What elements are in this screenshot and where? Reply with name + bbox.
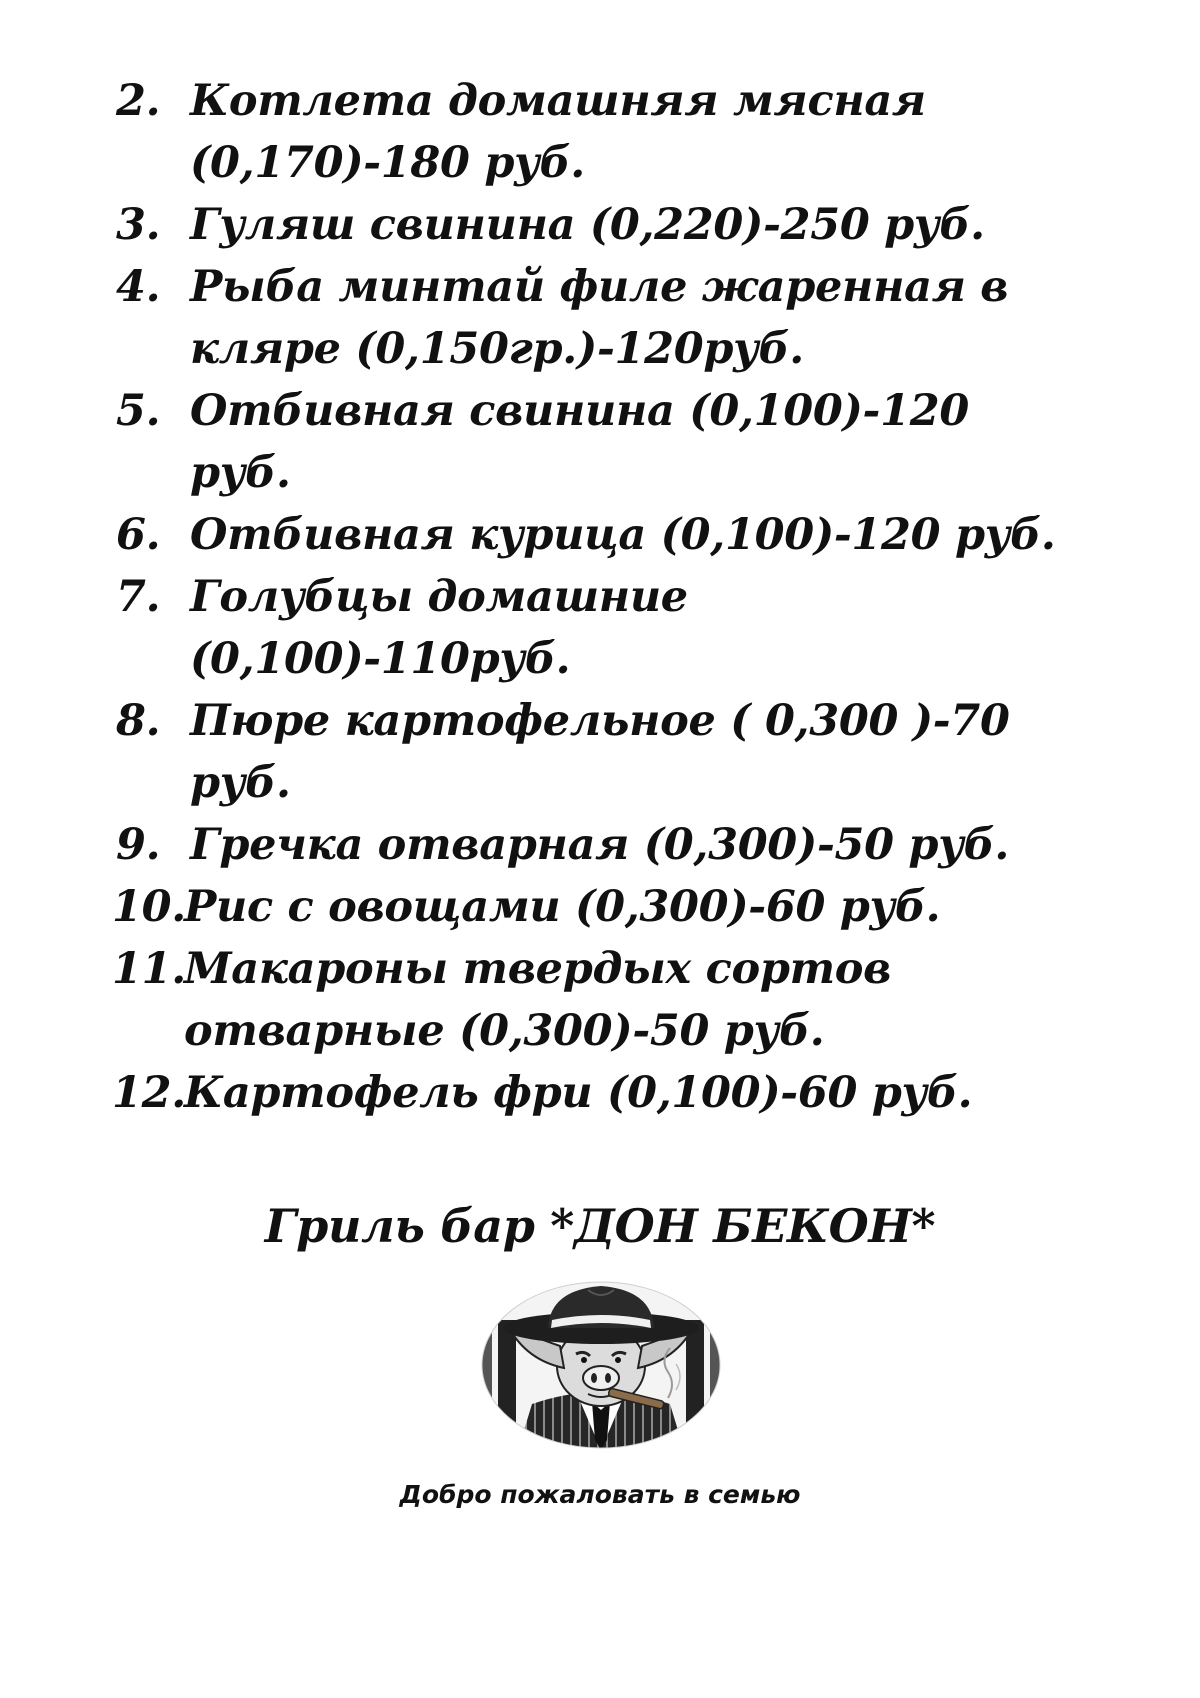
menu-item-text: Котлета домашняя мясная (0,170)-180 руб.	[190, 76, 926, 188]
menu-item-number: 12.	[112, 1068, 186, 1118]
menu-item-text: Голубцы домашние (0,100)-110руб.	[190, 572, 688, 684]
menu-item-text: Рыба минтай филе жаренная в кляре (0,150гр.)-120руб.	[190, 262, 1009, 374]
menu-item-number: 10.	[112, 882, 186, 932]
menu-item	[112, 380, 1072, 504]
bar-name: Гриль бар *ДОН БЕКОН*	[264, 1199, 936, 1253]
menu-item-text: Картофель фри (0,100)-60 руб.	[184, 1068, 973, 1118]
menu-item-number: 4.	[116, 262, 161, 312]
menu-item	[112, 256, 1072, 380]
menu-item	[112, 1062, 1072, 1124]
menu-item-text: Рис с овощами (0,300)-60 руб.	[184, 882, 941, 932]
menu-item-number: 8.	[116, 696, 161, 746]
menu-item-number: 11.	[112, 944, 186, 994]
menu-item-number: 7.	[116, 572, 161, 622]
menu-item	[112, 876, 1072, 938]
menu-item	[112, 938, 1072, 1062]
menu-item-text: Гречка отварная (0,300)-50 руб.	[190, 820, 1010, 870]
menu-item	[112, 690, 1072, 814]
menu-item-number: 9.	[116, 820, 161, 870]
pig-in-fedora-with-cigar-icon	[480, 1280, 722, 1450]
menu-item-text: Отбивная курица (0,100)-120 руб.	[190, 510, 1056, 560]
menu-item	[112, 504, 1072, 566]
menu-item-text: Гуляш свинина (0,220)-250 руб.	[190, 200, 985, 250]
menu-item-number: 6.	[116, 510, 161, 560]
menu-item-text: Пюре картофельное ( 0,300 )-70 руб.	[190, 696, 1010, 808]
menu-list	[112, 70, 1072, 1124]
welcome-slogan: Добро пожаловать в семью	[399, 1480, 801, 1509]
menu-item	[112, 194, 1072, 256]
menu-item	[112, 70, 1072, 194]
menu-item-text: Макароны твердых сортов отварные (0,300)-50 руб.	[184, 944, 892, 1056]
menu-item	[112, 814, 1072, 876]
menu-item-number: 2.	[116, 76, 161, 126]
menu-item-number: 3.	[116, 200, 161, 250]
menu-item-number: 5.	[116, 386, 161, 436]
menu-item-text: Отбивная свинина (0,100)-120 руб.	[190, 386, 969, 498]
menu-item	[112, 566, 1072, 690]
